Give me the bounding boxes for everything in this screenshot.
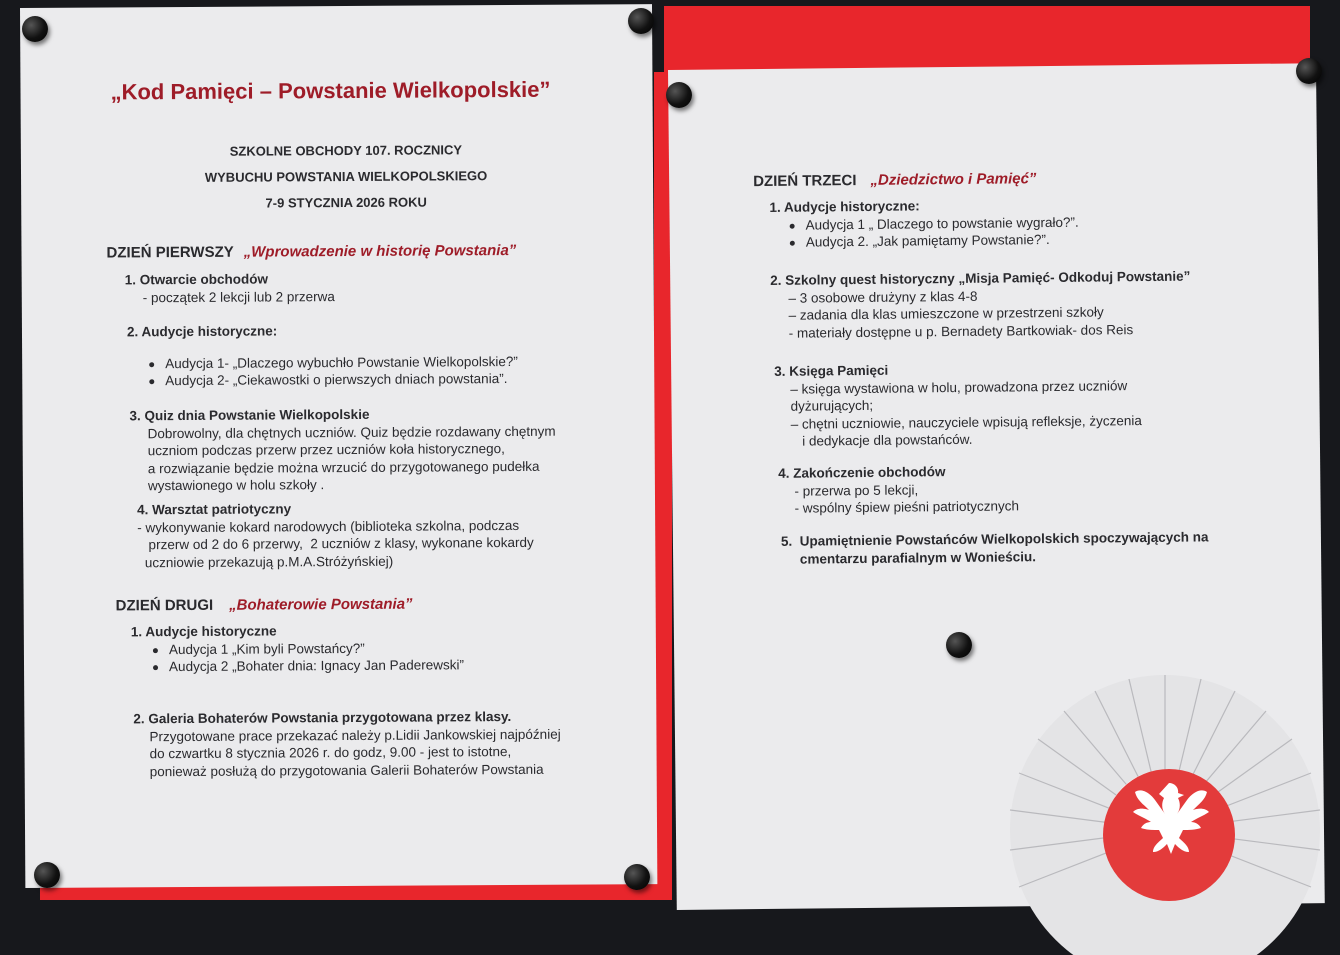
day3-item-5-line-2: cmentarzu parafialnym w Wonieściu. (781, 548, 1037, 567)
pushpin-icon (22, 16, 48, 42)
day3-item-3 (774, 359, 1142, 450)
poster-title: „Kod Pamięci – Powstanie Wielkopolskie” (110, 76, 551, 105)
day1-item-3-line-1: Dobrowolny, dla chętnych uczniów. Quiz będzie rozdawany chętnym (147, 423, 556, 441)
day3-item-3-line-3: – chętni uczniowie, nauczyciele wpisują refleksje, życzenia (790, 412, 1142, 432)
white-eagle-rosette-icon (1002, 665, 1328, 955)
day3-item-3-line-2: dyżurujących; (790, 397, 874, 414)
day1-item-2-heading: 2. Audycje historyczne: (126, 323, 278, 340)
day3-item-5-line-1: 5. Upamiętnienie Powstańców Wielkopolskich spoczywających na (780, 529, 1209, 549)
day1-item-4-line-3: uczniowie przekazują p.M.A.Stróżyńskiej) (137, 553, 394, 570)
day2-item-1-heading: 1. Audycje historyczne (130, 623, 277, 640)
subtitle-line-1: SZKOLNE OBCHODY 107. ROCZNICY (229, 142, 463, 159)
day3-item-4 (778, 462, 1019, 517)
day3-item-1-heading: 1. Audycje historyczne: (769, 198, 920, 215)
day3-item-4-line-2: - wspólny śpiew pieśni patriotycznych (794, 498, 1020, 516)
day1-item-3 (129, 405, 555, 495)
day1-item-3-line-2: uczniom podczas przerw przez uczniów koła historycznego, (147, 441, 505, 459)
day1-item-4-line-2: przerw od 2 do 6 przerwy, 2 uczniów z klasy, wykonane kokardy (137, 534, 534, 553)
day1-item-3-heading: 3. Quiz dnia Powstanie Wielkopolskie (129, 406, 370, 424)
day1-item-1-heading: 1. Otwarcie obchodów (124, 271, 268, 288)
day3-item-4-line-1: - przerwa po 5 lekcji, (794, 481, 919, 499)
day3-item-2-line-1: – 3 osobowe drużyny z klas 4-8 (788, 288, 978, 306)
day3-item-3-line-4: i dedykacje dla powstańców. (790, 431, 973, 449)
day-one-title: „Wprowadzenie w historię Powstania” (243, 241, 517, 261)
day-one-label: DZIEŃ PIERWSZY (106, 243, 234, 262)
day3-item-2-heading: 2. Szkolny quest historyczny „Misja Pamięć- Odkoduj Powstanie” (770, 268, 1191, 288)
day3-item-3-line-1: – księga wystawiona w holu, prowadzona przez uczniów (790, 377, 1128, 397)
day-two-label: DZIEŃ DRUGI (115, 596, 214, 615)
day3-item-2 (770, 268, 1191, 342)
day1-item-2-bullet-1: Audycja 1- „Dlaczego wybuchło Powstanie Wielkopolskie?” (147, 352, 518, 372)
day2-item-1-bullet-1: Audycja 1 „Kim byli Powstańcy?” (151, 639, 464, 658)
day1-item-2 (127, 321, 518, 390)
day2-item-2 (133, 708, 561, 781)
day-three-heading (753, 170, 1036, 190)
day3-item-1-bullet-2: Audycja 2. „Jak pamiętamy Powstanie?”. (788, 231, 1079, 252)
day1-item-2-bullet-2: Audycja 2- „Ciekawostki o pierwszych dniach powstania”. (147, 370, 518, 390)
left-poster-sheet (20, 4, 657, 888)
day-two-heading (116, 596, 413, 615)
day3-item-5 (781, 528, 1209, 567)
day1-item-4-heading: 4. Warsztat patriotyczny (137, 501, 292, 518)
pushpin-icon (666, 82, 692, 108)
day2-item-2-line-3: ponieważ posłużą do przygotowania Galerii Bohaterów Powstania (149, 761, 544, 779)
day1-item-1-line: - początek 2 lekcji lub 2 przerwa (142, 288, 335, 305)
day2-item-2-line-2: do czwartku 8 stycznia 2026 r. do godz, 9.00 - jest to istotne, (149, 744, 512, 762)
pushpin-icon (1296, 58, 1322, 84)
pushpin-icon (946, 632, 972, 658)
day-three-label: DZIEŃ TRZECI (753, 172, 857, 191)
day1-item-3-line-4: wystawionego w holu szkoły . (147, 477, 325, 494)
day3-item-1 (769, 196, 1079, 252)
pushpin-icon (628, 8, 654, 34)
day-three-title: „Dziedzictwo i Pamięć” (870, 170, 1037, 189)
day-one-heading (106, 242, 516, 262)
day1-item-1 (125, 270, 335, 306)
subtitle-line-2: WYBUCHU POWSTANIA WIELKOPOLSKIEGO (204, 168, 488, 185)
day1-item-4-line-1: - wykonywanie kokard narodowych (biblioteka szkolna, podczas (137, 517, 520, 535)
day1-item-3-line-3: a rozwiązanie będzie można wrzucić do przygotowanego pudełka (147, 458, 540, 476)
subtitle-line-3: 7-9 STYCZNIA 2026 ROKU (265, 194, 427, 211)
day3-item-2-line-3: - materiały dostępne u p. Bernadety Bartkowiak- dos Reis (788, 321, 1134, 341)
day3-item-2-line-2: – zadania dla klas umieszczone w przestrzeni szkoły (788, 304, 1104, 323)
pushpin-icon (34, 862, 60, 888)
day2-item-1 (131, 621, 464, 676)
day3-item-3-heading: 3. Księga Pamięci (774, 362, 889, 379)
day1-item-4 (137, 499, 534, 571)
day-two-title: „Bohaterowie Powstania” (229, 595, 413, 614)
day2-item-2-heading: 2. Galeria Bohaterów Powstania przygotowana przez klasy. (133, 709, 512, 727)
day2-item-1-bullet-2: Audycja 2 „Bohater dnia: Ignacy Jan Paderewski” (151, 656, 464, 675)
day3-item-4-heading: 4. Zakończenie obchodów (778, 464, 946, 481)
day2-item-2-line-1: Przygotowane prace przekazać należy p.Lidii Jankowskiej najpóźniej (149, 726, 561, 744)
pushpin-icon (624, 864, 650, 890)
day3-item-1-bullet-1: Audycja 1 „ Dlaczego to powstanie wygrało?”. (788, 213, 1079, 234)
